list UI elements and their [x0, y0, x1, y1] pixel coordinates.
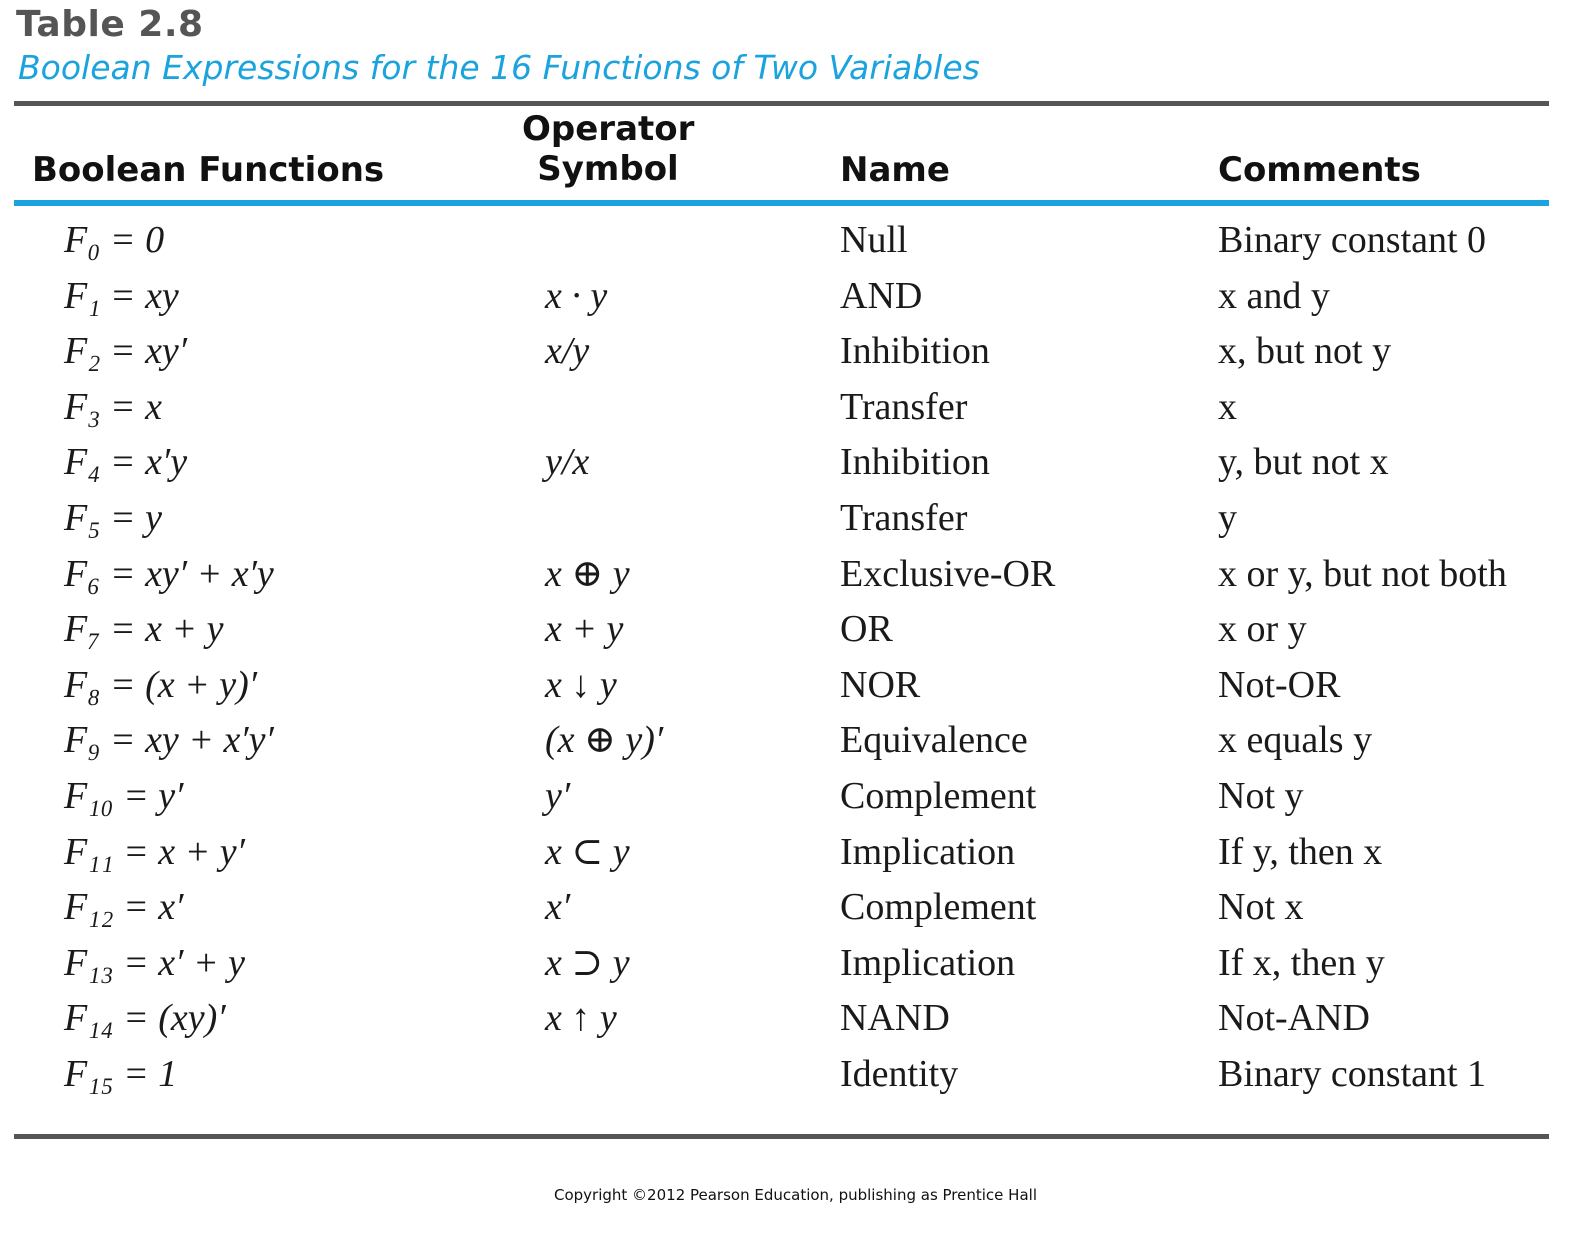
- comment-cell: x or y, but not both: [1218, 552, 1507, 595]
- table-row: [0, 325, 1591, 381]
- comment-cell: Not x: [1218, 886, 1304, 929]
- operator-cell: x ⊕ y: [545, 552, 630, 595]
- function-cell: F₁₁ = x + y′: [64, 830, 245, 873]
- table-row: [0, 937, 1591, 993]
- name-cell: Transfer: [840, 385, 968, 428]
- table-row: [0, 492, 1591, 548]
- function-cell: F₁ = xy: [64, 274, 179, 317]
- name-cell: Null: [840, 219, 908, 261]
- comment-cell: y: [1218, 496, 1237, 539]
- name-cell: Identity: [840, 1052, 959, 1095]
- function-cell: F₀ = 0: [64, 219, 165, 261]
- table-row: [0, 436, 1591, 492]
- comment-cell: x or y: [1218, 608, 1307, 651]
- table-row: [0, 1048, 1591, 1104]
- header-operator-line1: Operator: [522, 109, 695, 149]
- operator-cell: x ↓ y: [545, 663, 617, 706]
- name-cell: Implication: [840, 830, 1016, 873]
- bottom-rule: [14, 1134, 1549, 1139]
- name-cell: Transfer: [840, 496, 968, 539]
- function-cell: F₇ = x + y: [64, 608, 224, 651]
- comment-cell: Not-AND: [1218, 997, 1370, 1040]
- operator-cell: x + y: [545, 608, 624, 651]
- table-row: [0, 548, 1591, 604]
- header-boolean-functions: Boolean Functions: [32, 150, 385, 190]
- operator-cell: x′: [545, 886, 571, 929]
- table-row: [0, 826, 1591, 882]
- header-name: Name: [840, 150, 950, 190]
- function-cell: F₈ = (x + y)′: [64, 663, 258, 706]
- operator-cell: x ⊂ y: [545, 830, 630, 873]
- comment-cell: x: [1218, 385, 1237, 428]
- header-comments: Comments: [1218, 150, 1421, 190]
- table-row: [0, 770, 1591, 826]
- function-cell: F₅ = y: [64, 496, 162, 539]
- table-row: [0, 992, 1591, 1048]
- function-cell: F₄ = x′y: [64, 441, 188, 484]
- name-cell: NAND: [840, 997, 950, 1040]
- table-label: Table 2.8: [16, 4, 204, 45]
- operator-cell: y/x: [545, 441, 590, 484]
- function-cell: F₁₅ = 1: [64, 1052, 178, 1095]
- table-title: Boolean Expressions for the 16 Functions of Two Variables: [18, 48, 980, 87]
- table-row: [0, 603, 1591, 659]
- name-cell: Implication: [840, 941, 1016, 984]
- table-row: [0, 659, 1591, 715]
- table-row: [0, 881, 1591, 937]
- top-rule: [14, 101, 1549, 106]
- name-cell: Inhibition: [840, 441, 990, 484]
- comment-cell: If x, then y: [1218, 941, 1385, 984]
- comment-cell: Not y: [1218, 774, 1304, 817]
- function-cell: F₁₂ = x′: [64, 886, 184, 929]
- table-body: [0, 214, 1591, 1104]
- comment-cell: y, but not x: [1218, 441, 1389, 484]
- comment-cell: x and y: [1218, 274, 1330, 317]
- name-cell: Complement: [840, 774, 1037, 817]
- copyright-notice: Copyright ©2012 Pearson Education, publishing as Prentice Hall: [554, 1186, 1037, 1204]
- operator-cell: x ⊃ y: [545, 941, 630, 984]
- operator-cell: x/y: [545, 330, 590, 373]
- name-cell: Inhibition: [840, 330, 990, 373]
- name-cell: OR: [840, 608, 893, 651]
- operator-cell: x ↑ y: [545, 997, 617, 1040]
- comment-cell: x, but not y: [1218, 330, 1392, 373]
- comment-cell: x equals y: [1218, 719, 1373, 762]
- table-row: [0, 714, 1591, 770]
- operator-cell: x · y: [545, 274, 608, 317]
- table-row: [0, 381, 1591, 437]
- function-cell: F₁₄ = (xy)′: [64, 997, 226, 1040]
- function-cell: F₁₀ = y′: [64, 774, 184, 817]
- name-cell: Exclusive-OR: [840, 552, 1056, 595]
- comment-cell: Not-OR: [1218, 663, 1341, 706]
- function-cell: F₁₃ = x′ + y: [64, 941, 245, 984]
- operator-cell: (x ⊕ y)′: [545, 719, 664, 762]
- operator-cell: y′: [545, 774, 571, 817]
- function-cell: F₃ = x: [64, 385, 162, 428]
- function-cell: F₆ = xy′ + x′y: [64, 552, 274, 595]
- comment-cell: Binary constant 1: [1218, 1052, 1487, 1095]
- header-rule: [14, 200, 1549, 206]
- function-cell: F₉ = xy + x′y′: [64, 719, 274, 762]
- function-cell: F₂ = xy′: [64, 330, 188, 373]
- header-operator-line2: Symbol: [537, 149, 679, 189]
- name-cell: Equivalence: [840, 719, 1028, 762]
- name-cell: Complement: [840, 886, 1037, 929]
- header-operator-symbol: [522, 109, 694, 189]
- name-cell: AND: [840, 274, 923, 317]
- name-cell: NOR: [840, 663, 921, 706]
- table-row: [0, 214, 1591, 270]
- comment-cell: Binary constant 0: [1218, 219, 1487, 261]
- comment-cell: If y, then x: [1218, 830, 1383, 873]
- table-row: [0, 270, 1591, 326]
